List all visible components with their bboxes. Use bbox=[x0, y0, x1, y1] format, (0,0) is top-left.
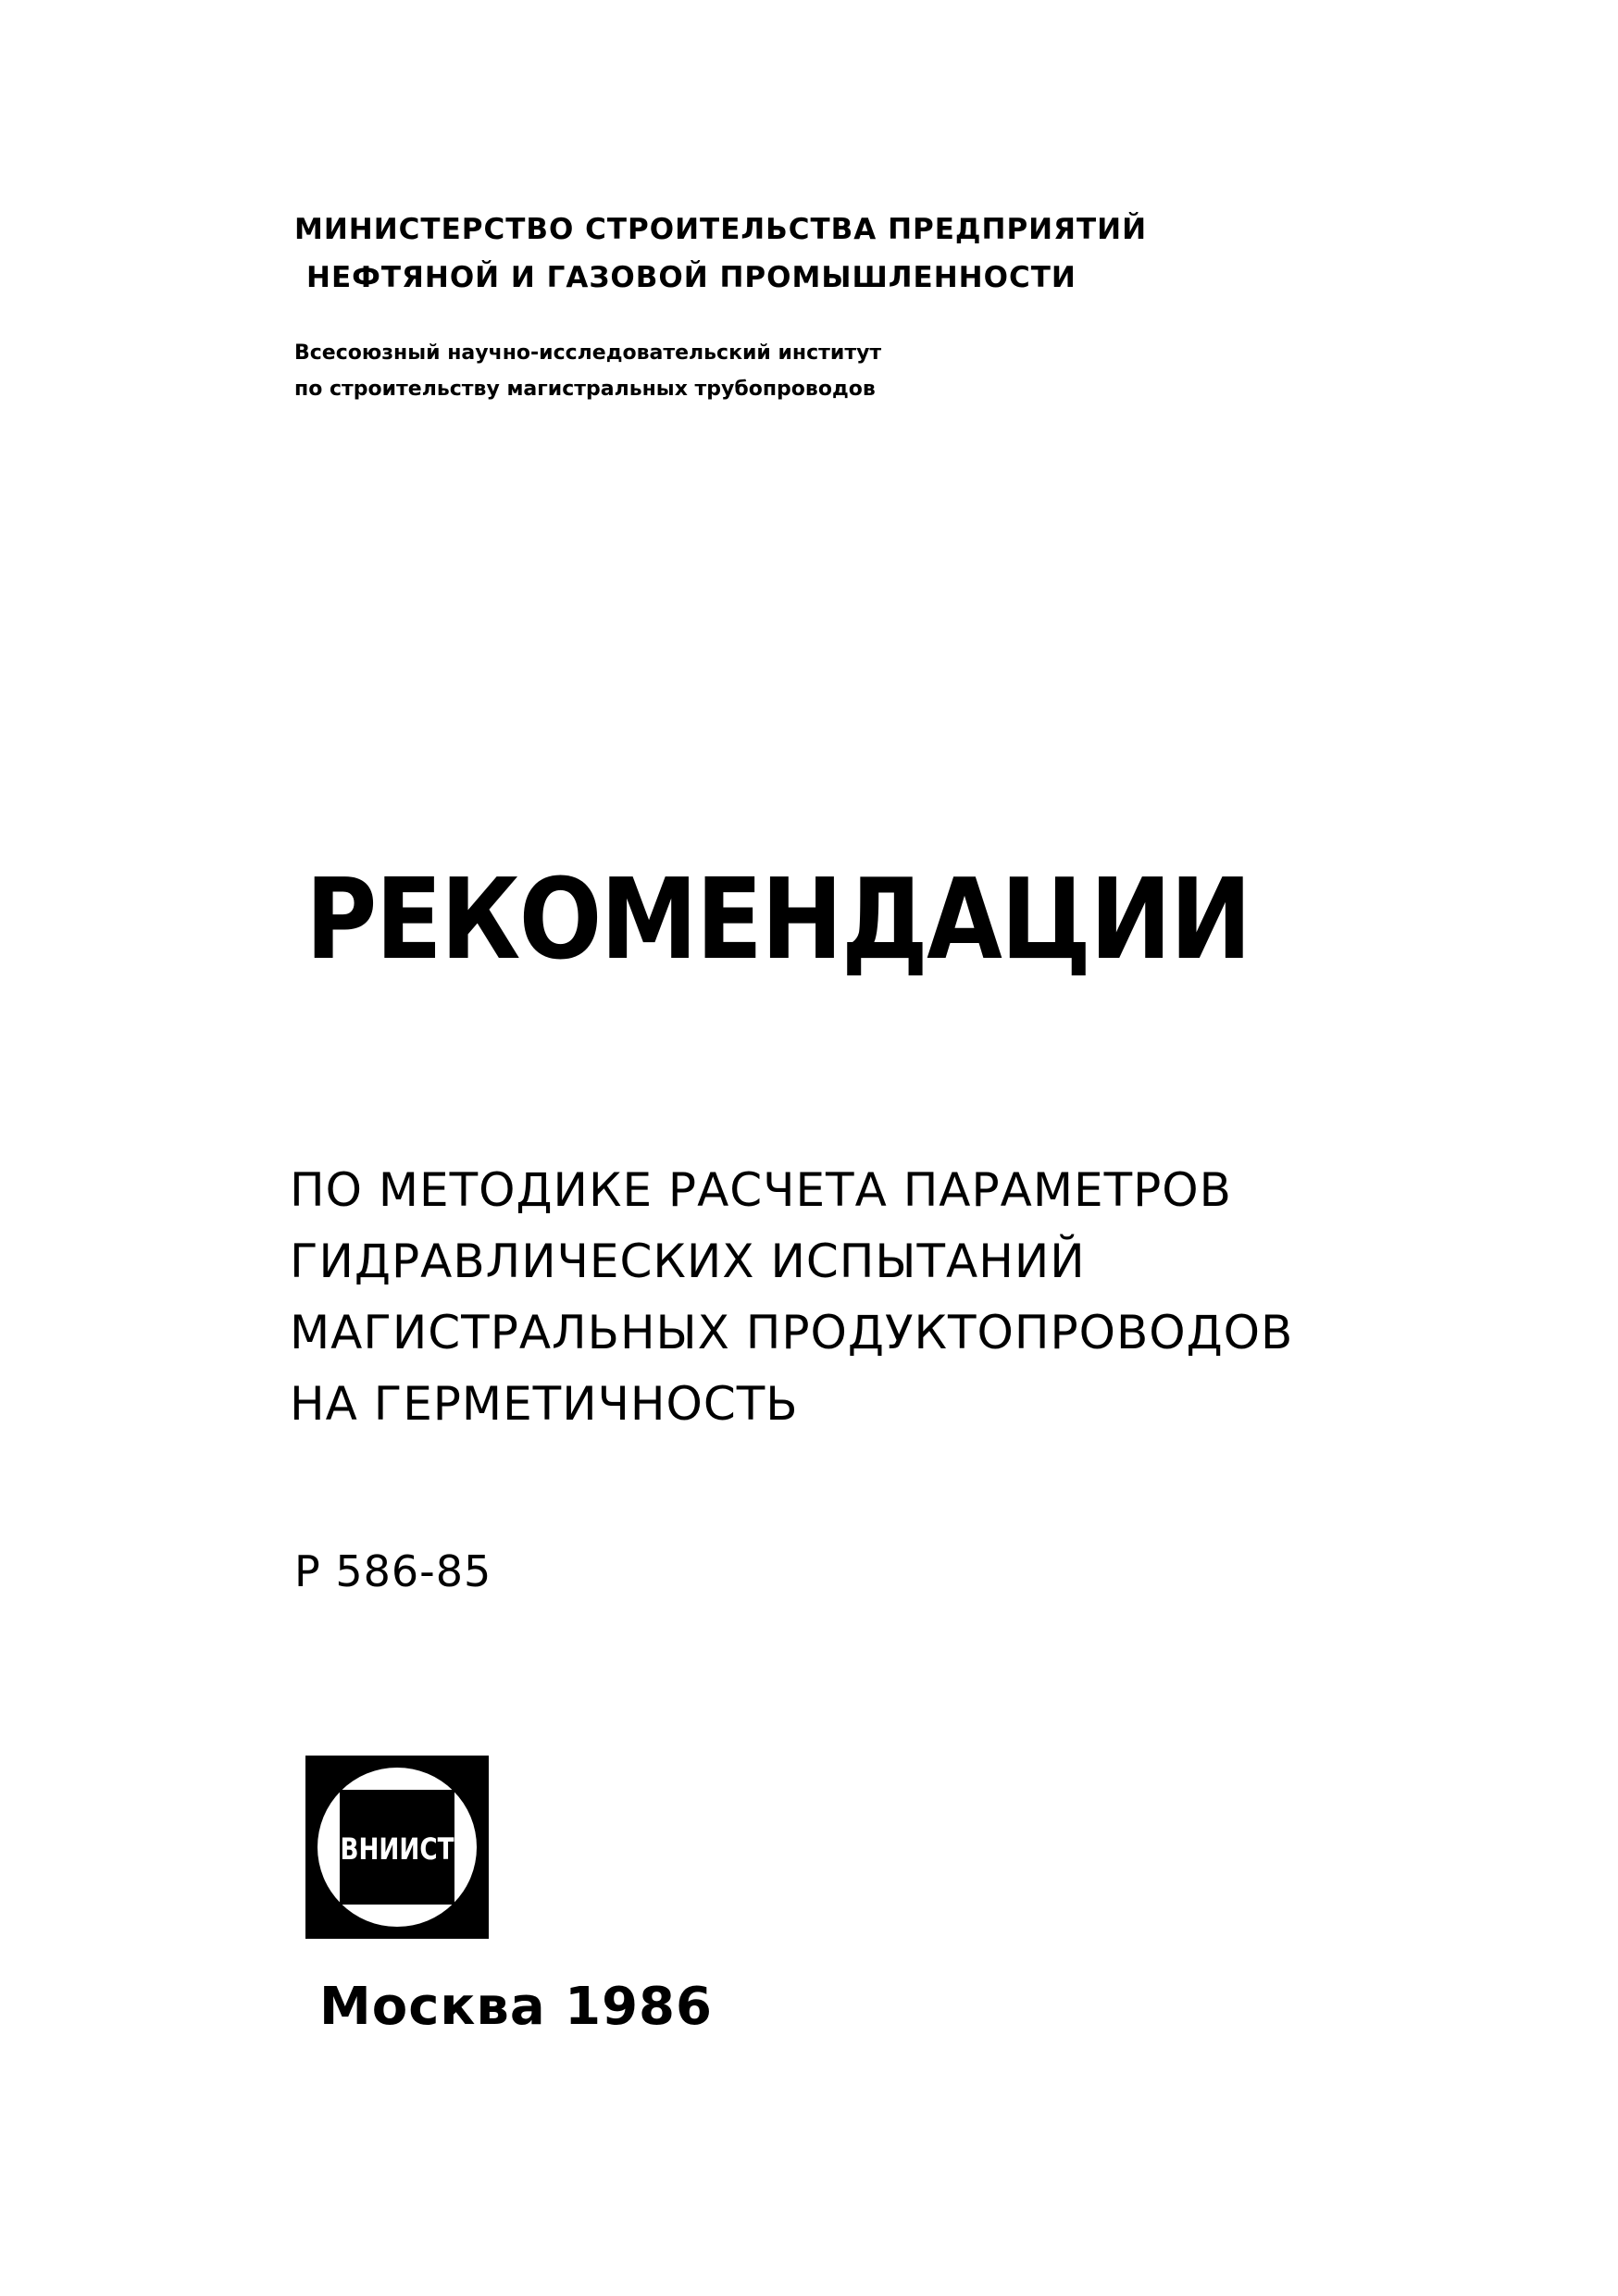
subtitle-line-1: ПО МЕТОДИКЕ РАСЧЕТА ПАРАМЕТРОВ bbox=[290, 1163, 1232, 1217]
institute-name bbox=[294, 335, 881, 407]
subtitle-line-4: НА ГЕРМЕТИЧНОСТЬ bbox=[290, 1377, 799, 1431]
imprint: Москва 1986 bbox=[319, 1977, 713, 2037]
document-code: Р 586-85 bbox=[294, 1546, 492, 1596]
institute-line-1: Всесоюзный научно-исследовательский институт bbox=[294, 341, 882, 365]
vniist-logo-icon bbox=[305, 1756, 489, 1939]
ministry-line-2: НЕФТЯНОЙ И ГАЗОВОЙ ПРОМЫШЛЕННОСТИ bbox=[306, 261, 1077, 294]
document-title: РЕКОМЕНДАЦИИ bbox=[305, 856, 1251, 985]
subtitle-line-2: ГИДРАВЛИЧЕСКИХ ИСПЫТАНИЙ bbox=[290, 1235, 1086, 1288]
ministry-line-1: МИНИСТЕРСТВО СТРОИТЕЛЬСТВА ПРЕДПРИЯТИЙ bbox=[294, 213, 1148, 246]
institute-line-2: по строительству магистральных трубопроводов bbox=[294, 378, 876, 401]
logo-text: ВНИИСТ bbox=[340, 1831, 454, 1867]
subtitle-line-3: МАГИСТРАЛЬНЫХ ПРОДУКТОПРОВОДОВ bbox=[290, 1306, 1294, 1359]
ministry-name bbox=[294, 205, 1147, 302]
document-subtitle bbox=[290, 1155, 1293, 1440]
